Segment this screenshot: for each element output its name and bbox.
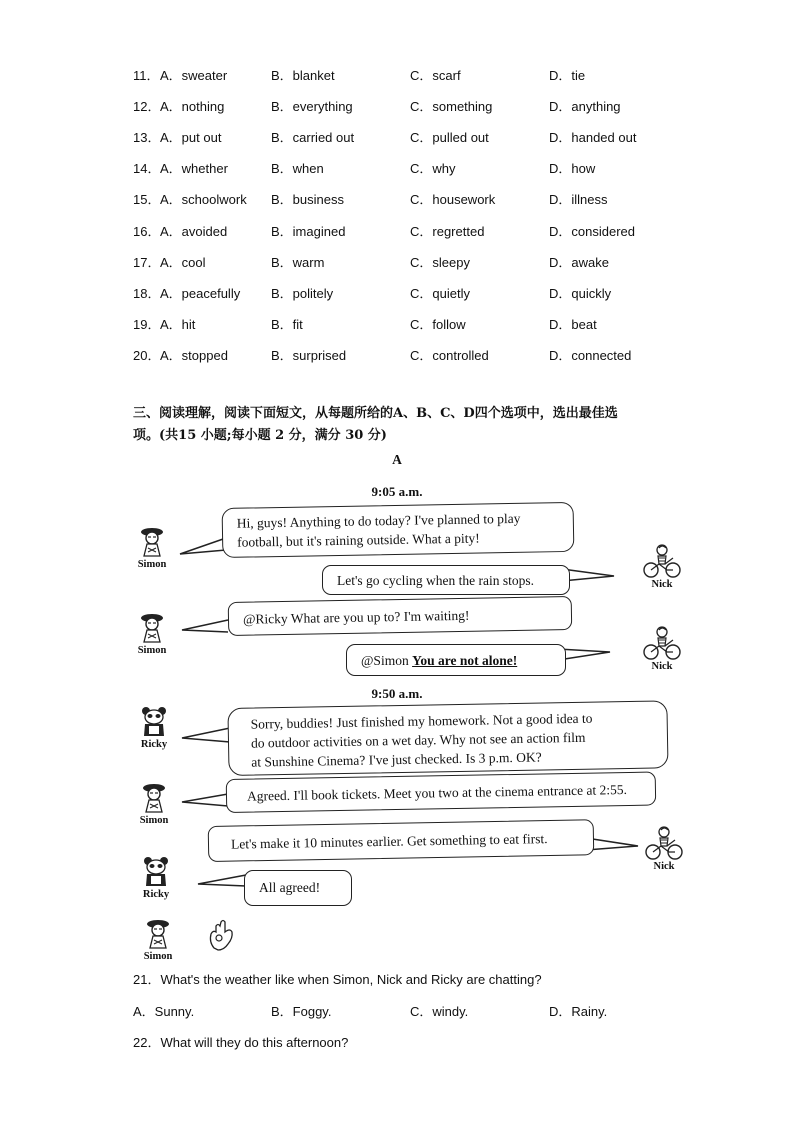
option-c: C．something [410,99,493,114]
message-text: Let's go cycling when the rain stops. [337,573,535,588]
option-c: C．quietly [410,286,470,301]
speaker-name: Ricky [142,889,170,900]
bubble-tail [178,536,228,560]
passage-label: A [392,452,402,467]
speaker-name: Ricky [140,739,168,750]
chat-bubble [227,700,668,776]
option-b: B．warm [271,255,325,270]
section-heading-line-1: 三、阅读理解，阅读下面短文，从每题所给的A、B、C、D四个选项中，选出最佳选 [133,406,618,421]
option-b: B．Foggy. [271,1004,332,1019]
message-prefix: @Simon [361,653,413,668]
option-d: D．illness [549,192,608,207]
option-a: A．avoided [160,224,228,239]
option-a: A．whether [160,161,228,176]
ricky-avatar [126,706,182,751]
option-c: C．sleepy [410,255,470,270]
simon-icon [140,782,168,814]
option-d: D．Rainy. [549,1004,608,1019]
time-label-2: 9:50 a.m. [371,686,423,701]
ricky-avatar [128,856,184,901]
option-c: C．why [410,161,456,176]
panda-icon [139,706,169,738]
option-d: D．beat [549,317,597,332]
simon-avatar [124,526,180,571]
option-c: C．windy. [410,1004,469,1019]
option-a: A．peacefully [160,286,241,301]
option-d: D．connected [549,348,632,363]
simon-icon [138,526,166,558]
simon-avatar [126,782,182,827]
option-c: C．controlled [410,348,489,363]
option-d: D．anything [549,99,621,114]
option-a: A．put out [160,130,222,145]
speaker-name: Simon [137,645,167,656]
message-line: do outdoor activities on a wet day. Why not see an action film [250,729,586,751]
speaker-name: Simon [137,559,167,570]
option-b: B．when [271,161,324,176]
bubble-tail [196,872,248,892]
option-b: B．politely [271,286,334,301]
option-c: C．pulled out [410,130,489,145]
message-line: at Sunshine Cinema? I've just checked. Is 3 p.m. OK? [251,749,542,770]
cyclist-icon [643,544,681,578]
message-text: Agreed. I'll book tickets. Meet you two at the cinema entrance at 2:55. [246,782,628,804]
message-emphasis: You are not alone! [412,653,518,668]
option-b: B．surprised [271,348,347,363]
option-b: B．everything [271,99,353,114]
chat-bubble [228,596,573,636]
option-a: A．cool [160,255,206,270]
question-number: 20． [133,348,161,363]
bubble-tail [180,724,232,748]
speaker-name: Simon [139,815,169,826]
question-number: 17． [133,255,161,270]
cyclist-icon [643,626,681,660]
option-d: D．considered [549,224,635,239]
question-number: 19． [133,317,161,332]
message-line: Hi, guys! Anything to do today? I've planned to play [236,510,521,531]
speaker-name: Nick [653,861,675,872]
section-heading [133,403,673,447]
chat-bubble [226,771,657,812]
option-a: A．Sunny. [133,1004,195,1019]
option-d: D．tie [549,68,586,83]
option-d: D．handed out [549,130,637,145]
question-number: 13． [133,130,161,145]
time-label-1: 9:05 a.m. [371,484,423,499]
cyclist-icon [645,826,683,860]
option-c: C．scarf [410,68,461,83]
simon-icon [144,918,172,950]
speaker-name: Nick [651,661,673,672]
option-a: A．stopped [160,348,228,363]
nick-avatar [636,826,692,873]
option-c: C．follow [410,317,466,332]
question-number: 14． [133,161,161,176]
option-a: A．sweater [160,68,228,83]
simon-avatar [124,612,180,657]
chat-bubble [208,819,595,862]
ok-hand-icon [206,918,236,952]
question-number: 16． [133,224,161,239]
option-b: B．imagined [271,224,346,239]
chat-bubble [346,644,566,676]
option-c: C．regretted [410,224,485,239]
message-line: Sorry, buddies! Just finished my homework. Not a good idea to [250,710,593,732]
question-22-text: 22．What will they do this afternoon? [133,1035,349,1050]
option-d: D．how [549,161,596,176]
chat-bubble [244,870,352,906]
chat-bubble [322,565,570,595]
nick-avatar [634,626,690,673]
option-a: A．nothing [160,99,225,114]
option-c: C．housework [410,192,496,207]
panda-icon [141,856,171,888]
option-b: B．fit [271,317,303,332]
option-a: A．schoolwork [160,192,247,207]
option-d: D．awake [549,255,609,270]
simon-avatar [130,918,186,963]
simon-icon [138,612,166,644]
nick-avatar [634,544,690,591]
question-21-text: 21．What's the weather like when Simon, Nick and Ricky are chatting? [133,972,542,987]
speaker-name: Simon [143,951,173,962]
option-b: B．business [271,192,344,207]
bubble-tail [180,790,230,812]
question-number: 12． [133,99,161,114]
message-text: @Ricky What are you up to? I'm waiting! [242,607,470,627]
question-number: 15． [133,192,161,207]
section-heading-line-2: 项。(共15 小题;每小题 2 分，满分 30 分) [133,428,387,443]
message-line: football, but it's raining outside. What a pity! [237,530,480,550]
option-b: B．blanket [271,68,335,83]
option-a: A．hit [160,317,196,332]
message-text: Let's make it 10 minutes earlier. Get something to eat first. [230,831,548,852]
bubble-tail [180,616,230,638]
question-number: 11． [133,68,160,83]
question-number: 18． [133,286,161,301]
speaker-name: Nick [651,579,673,590]
message-text: All agreed! [259,880,321,895]
option-d: D．quickly [549,286,612,301]
option-b: B．carried out [271,130,355,145]
chat-bubble [222,502,575,558]
